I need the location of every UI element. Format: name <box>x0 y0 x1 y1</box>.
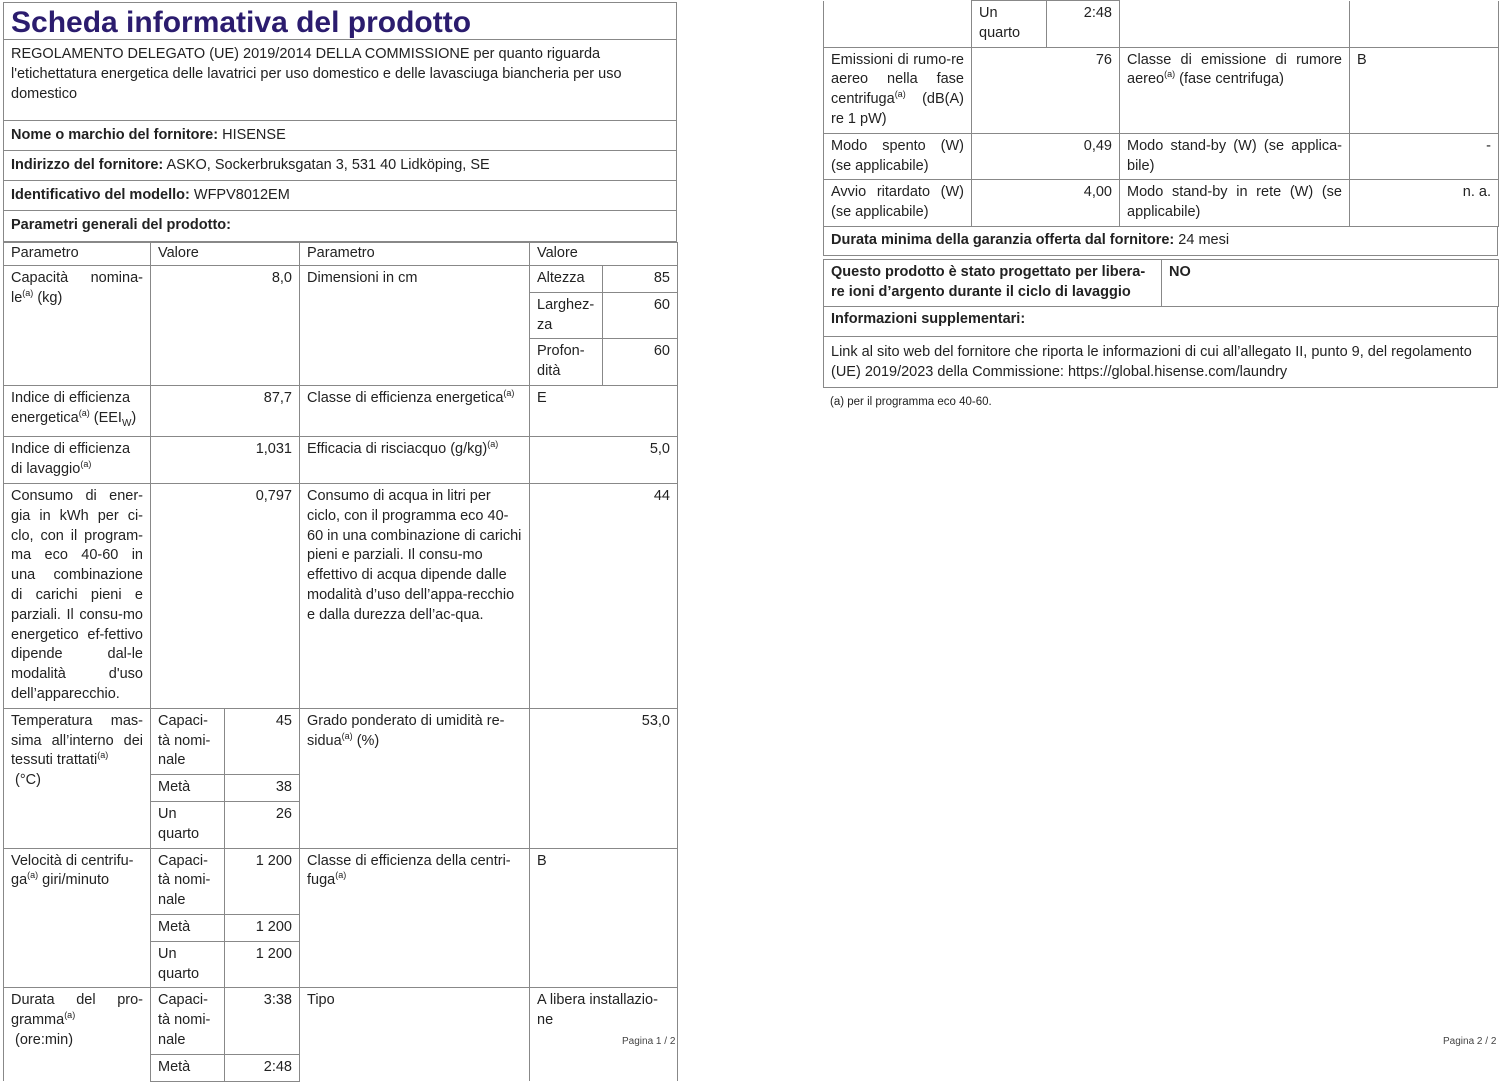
temp-rated-value: 45 <box>225 708 300 774</box>
empty-cell <box>824 1 972 48</box>
header-param-1: Parametro <box>4 243 151 266</box>
model-identifier: WFPV8012EM <box>193 187 290 203</box>
off-mode-value: 0,49 <box>972 133 1120 180</box>
energy-consumption-label: Consumo di ener-gia in kWh per ci-clo, con il program-ma eco 40-60 in una combinazione di carichi pieni e parziali. Il consu-mo energetico ef-fettivo dipende dal-le modalità d'uso dell’apparecchio. <box>4 484 151 709</box>
warranty-value: 24 mesi <box>1178 231 1230 248</box>
page-2 <box>823 0 1498 416</box>
page-1 <box>3 2 677 1082</box>
temp-quarter-label: Un quarto <box>151 802 225 849</box>
height-value: 85 <box>603 266 678 293</box>
table-row <box>824 47 1499 133</box>
table-row <box>4 988 678 1054</box>
table-row <box>4 437 678 484</box>
capacity-label: Capacità nomina-$le^{(a)}$ (kg) <box>4 266 151 386</box>
params-table-continued <box>823 0 1499 227</box>
supplier-link-text: Link al sito web del fornitore che riporta le informazioni di cui all’allegato II, punto 9, del regolamento (UE) 2019/2023 della Commissione: https://global.hisense.com/laundry <box>823 337 1498 388</box>
warranty-row <box>823 227 1498 256</box>
spin-class-value: B <box>530 848 678 988</box>
table-row <box>4 848 678 914</box>
page-title: Scheda informativa del prodotto <box>3 2 677 39</box>
header-value-1: Valore <box>151 243 300 266</box>
network-standby-label: Modo stand-by in rete (W) (se applicabile) <box>1120 180 1350 227</box>
duration-rated-value: 3:38 <box>225 988 300 1054</box>
energy-consumption-value: 0,797 <box>151 484 300 709</box>
supplier-address: ASKO, Sockerbruksgatan 3, 531 40 Lidköping, SE <box>166 157 490 173</box>
header-param-2: Parametro <box>300 243 530 266</box>
temp-quarter-value: 26 <box>225 802 300 849</box>
supplier-name-label: Nome o marchio del fornitore: <box>11 127 219 143</box>
spin-half-label: Metà <box>151 915 225 942</box>
standby-value: - <box>1350 133 1499 180</box>
rinse-label: Efficacia di risciacquo $(g/kg)^{(a)}$ <box>300 437 530 484</box>
spin-quarter-label: Un quarto <box>151 941 225 988</box>
spin-half-value: 1 200 <box>225 915 300 942</box>
water-consumption-label: Consumo di acqua in litri per ciclo, con il programma eco 40-60 in una combinazione di carichi pieni e parziali. Il consu-mo effettivo di acqua dipende dalle modalità d’uso dell’appa-recchio e dalla durezza dell’ac-qua. <box>300 484 530 709</box>
additional-info-heading: Informazioni supplementari: <box>823 307 1498 337</box>
duration-quarter-value: 2:48 <box>1047 1 1120 48</box>
empty-cell <box>1120 1 1350 48</box>
table-row <box>824 180 1499 227</box>
empty-cell <box>1350 1 1499 48</box>
header-value-2: Valore <box>530 243 678 266</box>
warranty-label: Durata minima della garanzia offerta dal fornitore: <box>831 231 1175 248</box>
table-header-row <box>4 243 678 266</box>
capacity-value: 8,0 <box>151 266 300 386</box>
spin-quarter-value: 1 200 <box>225 941 300 988</box>
spin-label: Velocità di centrifu-$ga^{(a)}$ giri/minuto <box>4 848 151 988</box>
spin-class-label: Classe di efficienza della centri-fuga$^{(a)}$ <box>300 848 530 988</box>
supplier-name-row <box>3 121 677 151</box>
table-row <box>4 708 678 774</box>
delay-start-label: Avvio ritardato (W) (se applicabile) <box>824 180 972 227</box>
page-number-1: Pagina 1 / 2 <box>622 1036 676 1047</box>
wash-index-label: Indice di efficienza di lavaggio$^{(a)}$ <box>4 437 151 484</box>
table-row <box>4 484 678 709</box>
type-label: Tipo <box>300 988 530 1081</box>
type-value: A libera installazio-ne <box>530 988 678 1081</box>
temp-rated-label: Capaci-tà nomi-nale <box>151 708 225 774</box>
duration-half-label: Metà <box>151 1054 225 1081</box>
temp-half-value: 38 <box>225 775 300 802</box>
standby-label: Modo stand-by (W) (se applica-bile) <box>1120 133 1350 180</box>
temperature-label: Temperatura mas-sima all’interno dei tessuti trattati$^{(a)}$ (°C) <box>4 708 151 848</box>
duration-quarter-label: Un quarto <box>972 1 1047 48</box>
spin-rated-value: 1 200 <box>225 848 300 914</box>
eei-value: 87,7 <box>151 385 300 436</box>
table-row <box>4 385 678 436</box>
spin-rated-label: Capaci-tà nomi-nale <box>151 848 225 914</box>
dimensions-label: Dimensioni in cm <box>300 266 530 386</box>
temp-half-label: Metà <box>151 775 225 802</box>
silver-ions-label: Questo prodotto è stato progettato per libera-re ioni d’argento durante il ciclo di lavaggio <box>824 259 1162 306</box>
height-label: Altezza <box>530 266 603 293</box>
energy-class-label: Classe di efficienza energetica$^{(a)}$ <box>300 385 530 436</box>
model-label: Identificativo del modello: <box>11 187 190 203</box>
table-row <box>824 259 1499 306</box>
supplier-address-row <box>3 151 677 181</box>
supplier-address-label: Indirizzo del fornitore: <box>11 157 164 173</box>
energy-class-value: E <box>530 385 678 436</box>
table-row <box>4 266 678 293</box>
depth-value: 60 <box>603 339 678 386</box>
noise-label: Emissioni di rumo-re aereo nella fase centrifuga$^{(a)}$ (dB(A) re 1 pW) <box>824 47 972 133</box>
width-label: Larghez-za <box>530 292 603 339</box>
network-standby-value: n. a. <box>1350 180 1499 227</box>
off-mode-label: Modo spento (W) (se applicabile) <box>824 133 972 180</box>
params-table <box>3 242 678 1082</box>
noise-class-label: Classe di emissione di rumore aereo$^{(a)}$ (fase centrifuga) <box>1120 47 1350 133</box>
regulation-text: REGOLAMENTO DELEGATO (UE) 2019/2014 DELLA COMMISSIONE per quanto riguarda l'etichettatura energetica delle lavatrici per uso domestico e delle lavasciuga biancheria per uso domestico <box>3 39 677 121</box>
moisture-label: Grado ponderato di umidità re-sidua$^{(a)}$ (%) <box>300 708 530 848</box>
water-consumption-value: 44 <box>530 484 678 709</box>
general-params-heading: Parametri generali del prodotto: <box>3 211 677 242</box>
silver-ions-value: NO <box>1162 259 1499 306</box>
duration-label: Durata del pro-gramma$^{(a)}$ (ore:min) <box>4 988 151 1081</box>
supplier-name: HISENSE <box>222 127 286 143</box>
model-row <box>3 181 677 211</box>
table-row <box>824 133 1499 180</box>
duration-half-value: 2:48 <box>225 1054 300 1081</box>
wash-index-value: 1,031 <box>151 437 300 484</box>
page-number-2: Pagina 2 / 2 <box>1443 1036 1497 1047</box>
duration-rated-label: Capaci-tà nomi-nale <box>151 988 225 1054</box>
eei-label: Indice di efficienza energetica$^{(a)}$ $(EEI_W)$ <box>4 385 151 436</box>
delay-start-value: 4,00 <box>972 180 1120 227</box>
noise-class-value: B <box>1350 47 1499 133</box>
depth-label: Profon-dità <box>530 339 603 386</box>
width-value: 60 <box>603 292 678 339</box>
silver-ions-table <box>823 259 1499 307</box>
moisture-value: 53,0 <box>530 708 678 848</box>
table-row <box>824 1 1499 48</box>
footnote: (a) per il programma eco 40-60. <box>830 395 992 408</box>
rinse-value: 5,0 <box>530 437 678 484</box>
noise-value: 76 <box>972 47 1120 133</box>
